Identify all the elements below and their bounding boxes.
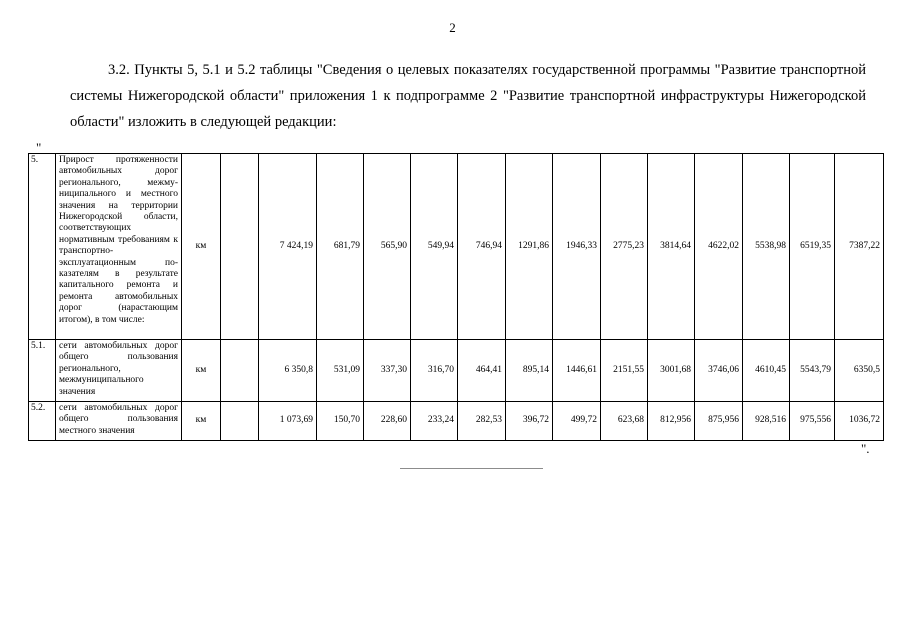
value-cell: 396,72 (506, 402, 553, 441)
value-cell: 1 073,69 (259, 402, 317, 441)
value-cell: 4610,45 (743, 340, 790, 402)
value-cell: 812,956 (648, 402, 695, 441)
target-indicators-table (28, 153, 884, 441)
value-cell: 975,556 (790, 402, 835, 441)
value-cell: 6350,5 (835, 340, 884, 402)
row-index: 5. (29, 154, 56, 340)
table-row (29, 340, 884, 402)
empty-cell (221, 402, 259, 441)
value-cell: 2775,23 (601, 154, 648, 340)
value-cell: 1036,72 (835, 402, 884, 441)
indicator-name: сети автомобильных дорог общего пользования местного значения (56, 402, 182, 441)
indicator-name: Прирост протяженности автомобильных дорог регионального, межмуниципального и местного значения на территории Нижегородской области, соответствующих нормативным требованиям к транспортно-эксплуатационным показателям в результате капитального ремонта и ремонта автомобильных дорог (нарастающим итогом), в том числе: (56, 154, 182, 340)
value-cell: 282,53 (458, 402, 506, 441)
opening-quote-mark: " (36, 140, 42, 155)
value-cell: 6519,35 (790, 154, 835, 340)
row-index: 5.2. (29, 402, 56, 441)
row-index: 5.1. (29, 340, 56, 402)
table-row (29, 402, 884, 441)
closing-quote-mark: ". (861, 441, 870, 456)
value-cell: 746,94 (458, 154, 506, 340)
empty-cell (221, 154, 259, 340)
value-cell: 464,41 (458, 340, 506, 402)
value-cell: 150,70 (317, 402, 364, 441)
page-number: 2 (449, 20, 456, 35)
value-cell: 549,94 (411, 154, 458, 340)
value-cell: 499,72 (553, 402, 601, 441)
separator-line (400, 468, 543, 469)
value-cell: 681,79 (317, 154, 364, 340)
value-cell: 875,956 (695, 402, 743, 441)
value-cell: 228,60 (364, 402, 411, 441)
value-cell: 3746,06 (695, 340, 743, 402)
value-cell: 3001,68 (648, 340, 695, 402)
value-cell: 531,09 (317, 340, 364, 402)
value-cell: 4622,02 (695, 154, 743, 340)
value-cell: 316,70 (411, 340, 458, 402)
value-cell: 2151,55 (601, 340, 648, 402)
intro-paragraph: 3.2. Пункты 5, 5.1 и 5.2 таблицы "Сведения о целевых показателях государственной программы "Развитие транспортной системы Нижегородской области" приложения 1 к подпрограмме 2 "Развитие транспортной инфраструктуры Нижегородской области" изложить в следующей редакции: (70, 62, 866, 130)
value-cell: 3814,64 (648, 154, 695, 340)
indicator-name: сети автомобильных дорог общего пользования регионального, межмуниципального значения (56, 340, 182, 402)
value-cell: 233,24 (411, 402, 458, 441)
value-cell: 928,516 (743, 402, 790, 441)
unit-cell: км (182, 340, 221, 402)
value-cell: 1946,33 (553, 154, 601, 340)
empty-cell (221, 340, 259, 402)
value-cell: 5543,79 (790, 340, 835, 402)
unit-cell: км (182, 154, 221, 340)
value-cell: 1291,86 (506, 154, 553, 340)
value-cell: 1446,61 (553, 340, 601, 402)
value-cell: 565,90 (364, 154, 411, 340)
value-cell: 7 424,19 (259, 154, 317, 340)
value-cell: 5538,98 (743, 154, 790, 340)
value-cell: 6 350,8 (259, 340, 317, 402)
unit-cell: км (182, 402, 221, 441)
value-cell: 623,68 (601, 402, 648, 441)
value-cell: 337,30 (364, 340, 411, 402)
table-row (29, 154, 884, 340)
value-cell: 895,14 (506, 340, 553, 402)
value-cell: 7387,22 (835, 154, 884, 340)
